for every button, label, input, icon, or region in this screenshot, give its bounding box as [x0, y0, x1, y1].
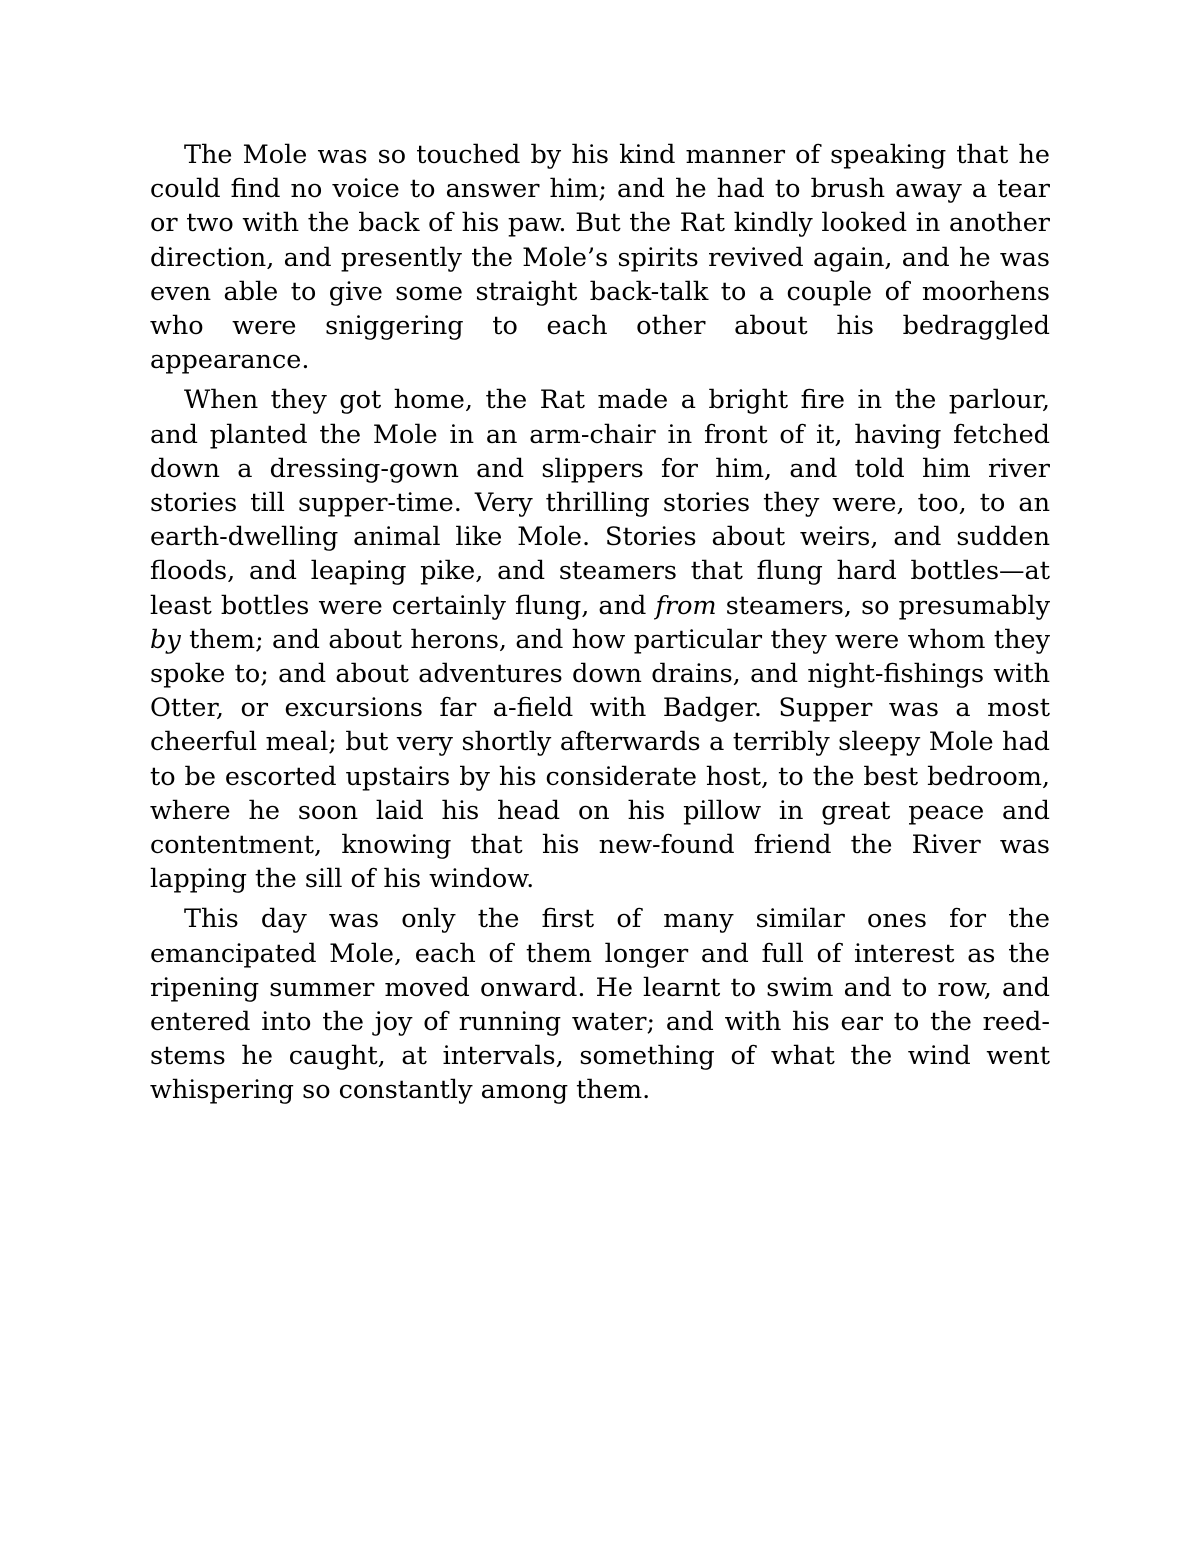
paragraph-1: The Mole was so touched by his kind manner of speaking that he could find no voice to answer him; and he had to brush away a tear or two with the back of his paw. But the Rat kindly looked in another direction, and presently the Mole’s spirits revived again, and he was even able to give some straight back-talk to a couple of moorhens who were sniggering to each other about his bedraggled appearance. — [150, 140, 1050, 376]
paragraph-3: This day was only the first of many similar ones for the emancipated Mole, each of them longer and full of interest as the ripening summer moved onward. He learnt to swim and to row, and entered into the joy of running water; and with his ear to the reed-stems he caught, at intervals, something of what the wind went whispering so constantly among them. — [150, 904, 1050, 1106]
paragraph-2-segment-1: When they got home, the Rat made a bright fire in the parlour, and planted the Mole in an arm-chair in front of it, having fetched down a dressing-gown and slippers for him, and told him river stories till supper-time. Very thrilling stories they were, too, to an earth-dwelling animal like Mole. Stories about weirs, and sudden floods, and leaping pike, and steamers that flung hard bottles—at least bottles were certainly flung, and — [150, 385, 1050, 621]
paragraph-2-segment-2: steamers, so presumably — [716, 590, 1050, 621]
body-text-column — [150, 138, 1050, 1108]
paragraph-2-emphasis-by: by — [150, 624, 181, 655]
paragraph-2-segment-3: them; and about herons, and how particular they were whom they spoke to; and about adventures down drains, and night-fishings with Otter, or excursions far a-field with Badger. Supper was a most cheerful meal; but very shortly afterwards a terribly sleepy Mole had to be escorted upstairs by his considerate host, to the best bedroom, where he soon laid his head on his pillow in great peace and contentment, knowing that his new-found friend the River was lapping the sill of his window. — [150, 624, 1050, 895]
paragraph-2-emphasis-from: from — [655, 590, 717, 621]
paragraph-2 — [150, 383, 1050, 896]
